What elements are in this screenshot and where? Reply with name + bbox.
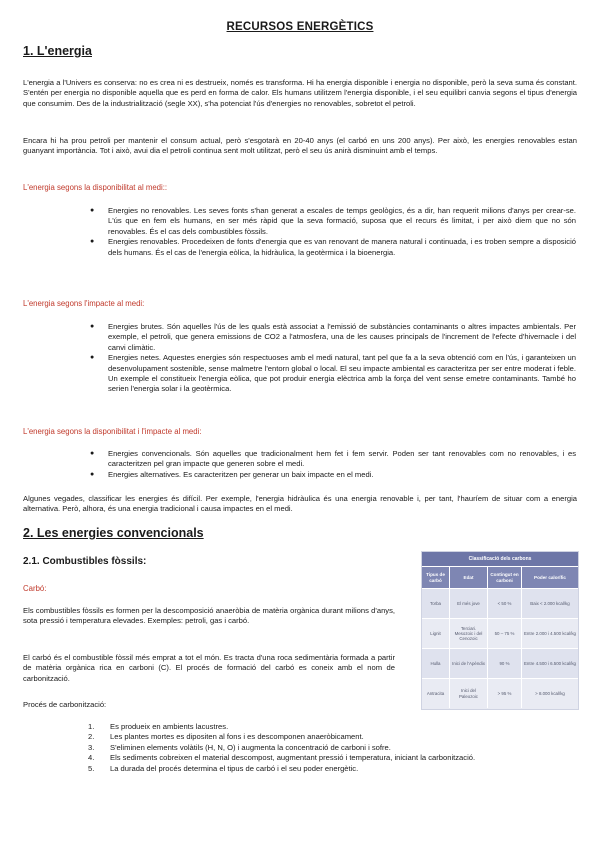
table-cell: Hulla (422, 649, 450, 678)
table-cell: > 8.000 kcal/kg (535, 690, 565, 696)
table-cell: 50 – 75 % (488, 619, 522, 648)
paragraph-petroli: Encara hi ha prou petroli per mantenir el consum actual, però s'esgotarà en 20-40 anys (el carbó en uns 200 anys). Per això, les energies renovables estan guanyant importància. Tot i això, avui dia el petroli continua sent molt utilitzat, però el seu ús anirà disminuint amb el temps. (23, 136, 577, 156)
table-header: Poder calorífic (534, 574, 566, 580)
list-item: ● Energies renovables. Procedeixen de fonts d'energia que es van renovant de manera natural i continuada, i es troben sempre a disposició dels humans. És el cas de l'energia eòlica, la hidràulica, la geotèrmica i la bioenergia. (90, 237, 576, 258)
subsection-combustibles-heading: 2.1. Combustibles fòssils: (23, 556, 147, 567)
carbon-classification-table (421, 551, 579, 710)
list-item: 2. Les plantes mortes es dipositen al fons i es descomponen anaeròbicament. (88, 732, 364, 742)
list-item: 5. La durada del procés determina el tipus de carbó i el seu poder energètic. (88, 763, 359, 773)
list-item: ● Energies brutes. Són aquelles l'ús de les quals està associat a l'emissió de substàncies contaminants o altres impactes ambientals. Per exemple, el petroli, que genera emissions de CO2 a l'atmosfera, una de les causes principals de l'increment de l'efecte d'hivernacle i del canvi climàtic. (90, 322, 576, 353)
label-carbo: Carbó: (23, 584, 47, 593)
table-cell: Antracita (422, 679, 450, 708)
list-impacte (90, 322, 576, 395)
table-cell: Torba (422, 589, 450, 618)
table-body (422, 588, 578, 708)
carbonization-steps (88, 722, 508, 774)
table-row (422, 618, 578, 648)
table-cell: El més jove (450, 589, 488, 618)
list-item: ● Energies netes. Aquestes energies són respectuoses amb el medi natural, tant pel que fa a la seva obtenció com en l'ús, i garanteixen un desenvolupament sostenible, sense malmetre l'entorn global o local. El seu impacte ambiental es caracteritza per ser entre moderat i feble. Un exemple el constitueix l'energia eòlica, que pot produir energia elèctrica amb la força del vent sense emetre contaminants. També ho serien l'energia solar i la geotèrmica. (90, 353, 576, 395)
table-cell: > 95 % (488, 679, 522, 708)
label-impacte: L'energia segons l'impacte al medi: (23, 299, 145, 308)
table-cell: Baix < 2.000 kcal/kg (530, 600, 570, 606)
list-item: ● Energies no renovables. Les seves fonts s'han generat a escales de temps geològics, és a dir, han requerit milions d'anys per crear-se. L'ús que en fem els humans, en ser més ràpid que la seva formació, suposa que el recurs és limitat, i per això diem que no són renovables. És el cas dels combustibles fòssils. (90, 206, 576, 237)
table-cell: 90 % (488, 649, 522, 678)
label-disponibilitat: L'energia segons la disponibilitat al medi:: (23, 183, 168, 192)
paragraph-carbo: El carbó és el combustible fòssil més emprat a tot el món. Es tracta d'una roca sedimentària formada a partir de matèria orgànica rica en carboni (C). El procés de formació del carbó es coneix amb el nom de carbonització. (23, 653, 395, 683)
label-disponibilitat-impacte: L'energia segons la disponibilitat i l'impacte al medi: (23, 427, 202, 436)
table-cell: Entre 2.000 i 4.500 kcal/kg (524, 630, 576, 636)
proces-label: Procés de carbonització: (23, 700, 107, 709)
list-item: ● Energies convencionals. Són aquelles que tradicionalment hem fet i fem servir. Poden ser tant renovables com no renovables, i es caracteritzen pel gran impacte que generen sobre el medi. (90, 449, 576, 470)
paragraph-combustibles-fossils: Els combustibles fòssils es formen per la descomposició anaeròbia de matèria orgànica durant milions d'anys, sota pressió i temperatura elevades. Exemples: petroli, gas i carbó. (23, 606, 395, 626)
list-item: 1. Es produeix en ambients lacustres. (88, 722, 229, 731)
table-cell: < 50 % (488, 589, 522, 618)
list-disponibilitat (90, 206, 576, 258)
table-header: Contingut en carboni (488, 567, 522, 588)
table-header-row (422, 566, 578, 588)
section-2-heading: 2. Les energies convencionals (23, 526, 204, 540)
table-cell: Terciari. Mesozoic i del Cenozoic (450, 619, 488, 648)
document-title: RECURSOS ENERGÈTICS (226, 21, 374, 33)
table-row (422, 678, 578, 708)
table-title: Classificació dels carbons (422, 552, 578, 566)
table-cell: Entre 4.500 i 6.500 kcal/kg (524, 660, 576, 666)
list-convencionals-alternatives (90, 449, 576, 480)
table-header: Tipus de carbó (422, 567, 450, 588)
paragraph-energia-conservacio: L'energia a l'Univers es conserva: no es crea ni es destrueix, només es transforma. Hi ha energia disponible i energia no disponible, però la seva suma és constant. S'entén per energia no disponible aquella que es perd en forma de calor. Els humans utilitzem l'energia disponible, i el seu equilibri canvia segons el tipus d'energia que consumim. Des de la industrialització (segle XX), s'ha potenciat l'ús d'energies no renovables, sobretot el petroli. (23, 78, 577, 108)
table-cell: Inici del Paleozoic (450, 679, 488, 708)
list-item: 4. Els sediments cobreixen el material descompost, augmentant pressió i temperatura, iniciant la carbonització. (88, 753, 476, 763)
table-cell: Inici de l'Apèndix (450, 649, 488, 678)
section-1-heading: 1. L'energia (23, 44, 92, 58)
table-row (422, 588, 578, 618)
table-header: Edat (450, 567, 488, 588)
table-row (422, 648, 578, 678)
paragraph-classificacio: Algunes vegades, classificar les energies és difícil. Per exemple, l'energia hidràulica és una energia renovable i, per tant, l'hauríem de situar com a energia alternativa. Però, alhora, és una energia tradicional i causa impactes en el medi. (23, 494, 577, 514)
table-cell: Lignit (422, 619, 450, 648)
list-item: 3. S'eliminen elements volàtils (H, N, O) i augmenta la concentració de carboni i sofre. (88, 742, 391, 752)
list-item: ● Energies alternatives. Es caracteritzen per generar un baix impacte en el medi. (90, 470, 576, 480)
